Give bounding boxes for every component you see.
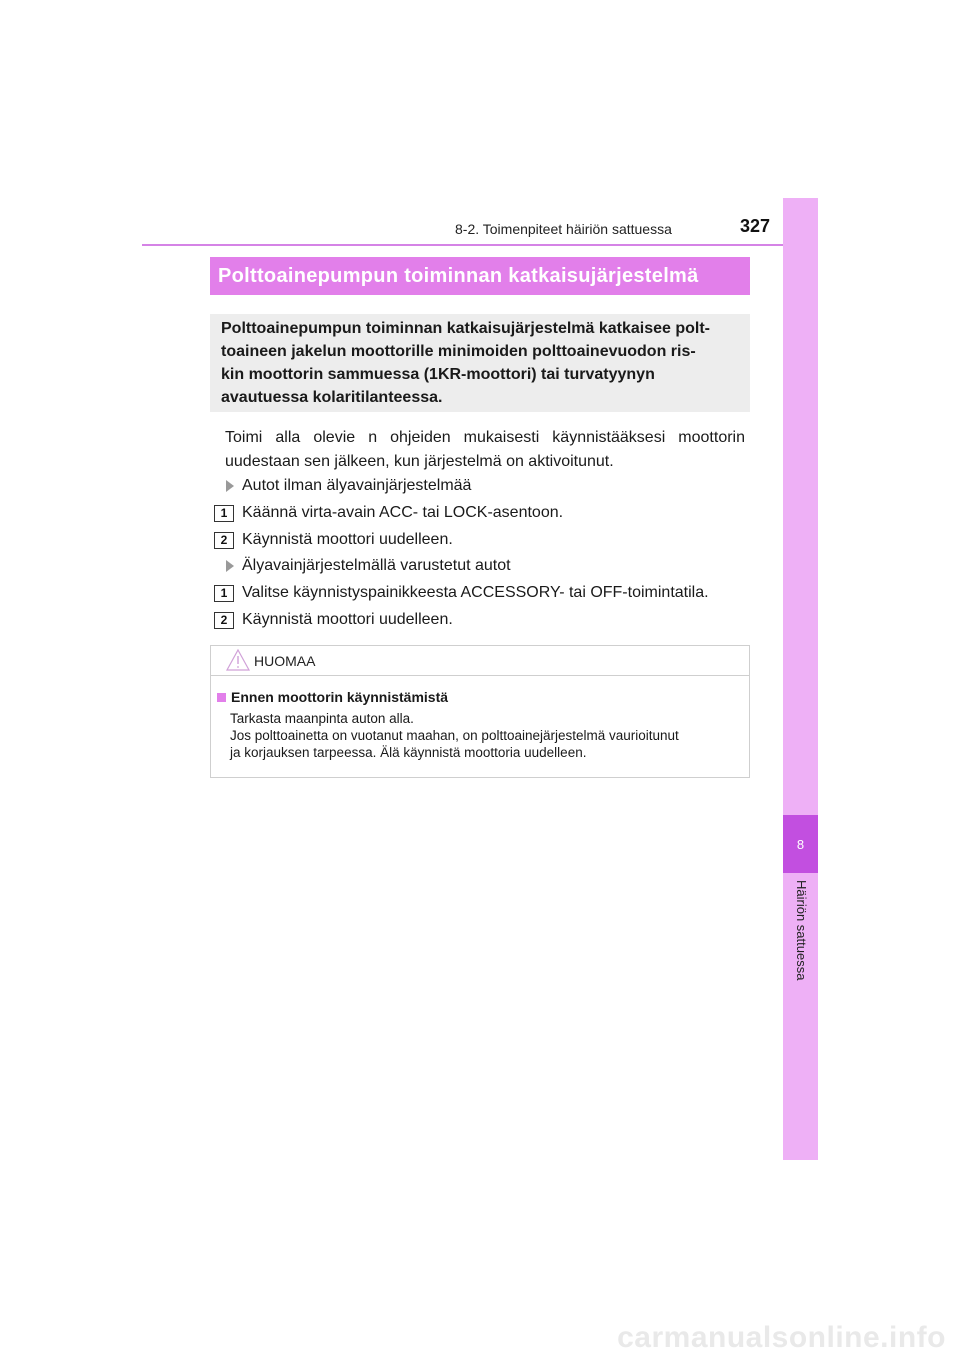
chapter-title: Häiriön sattuessa [794,880,809,981]
caution-title: HUOMAA [254,653,316,669]
step-number-badge: 1 [214,585,234,602]
section-label: 8-2. Toimenpiteet häiriön sattuessa [455,221,672,237]
intro-line: toaineen jakelun moottorille minimoiden polttoainevuodon ris- [221,343,696,360]
step-item [214,610,453,630]
header-rule [142,244,818,246]
caution-line: ja korjauksen tarpeessa. Älä käynnistä moottoria uudelleen. [230,745,587,760]
step-number-badge: 1 [214,505,234,522]
section-title: Polttoainepumpun toiminnan katkaisujärjestelmä [210,257,750,295]
caution-line: Tarkasta maanpinta auton alla. [230,711,414,726]
step-number-badge: 2 [214,612,234,629]
intro-line: avautuessa kolaritilanteessa. [221,389,443,406]
chapter-number-tab: 8 [783,815,818,873]
step-text: Käännä virta-avain ACC- tai LOCK-asentoon. [242,504,564,521]
caution-subheading-text: Ennen moottorin käynnistämistä [231,689,449,705]
intro-line: kin moottorin sammuessa (1KR-moottori) tai turvatyynyn [221,366,655,383]
caution-subheading [217,689,448,705]
caution-body [230,710,744,761]
caution-header [211,646,749,676]
step-text: Käynnistä moottori uudelleen. [242,611,453,628]
page-number: 327 [740,216,771,236]
step-item [214,503,563,523]
intro-box [210,314,750,412]
caution-box [210,645,750,778]
arrow-right-icon [226,480,234,492]
body-paragraph: Toimi alla olevie n ohjeiden mukaisesti käynnistääksesi moottorin uudestaan sen jälkeen, kun järjestelmä on aktivoitunut. [225,429,745,470]
sub-heading-smart-key [226,556,511,576]
watermark [0,1318,960,1358]
arrow-right-icon [226,560,234,572]
step-text: Käynnistä moottori uudelleen. [242,531,453,548]
watermark-text: carmanualsonline.info [617,1321,946,1354]
sub-heading-no-smart-key [226,476,471,496]
step-item [214,530,453,550]
step-text: Valitse käynnistyspainikkeesta ACCESSORY- tai OFF-toimintatila. [242,584,709,601]
caution-line: Jos polttoainetta on vuotanut maahan, on polttoainejärjestelmä vaurioitunut [230,728,679,743]
warning-triangle-icon [225,648,251,672]
intro-line: Polttoainepumpun toiminnan katkaisujärjestelmä katkaisee polt- [221,320,711,337]
step-number-badge: 2 [214,532,234,549]
sub-heading-text: Autot ilman älyavainjärjestelmää [242,477,472,494]
square-bullet-icon [217,693,226,702]
step-item [214,583,709,603]
sub-heading-text: Älyavainjärjestelmällä varustetut autot [242,557,511,574]
chapter-side-tab [783,198,818,1160]
chapter-title-vertical [783,880,818,1000]
